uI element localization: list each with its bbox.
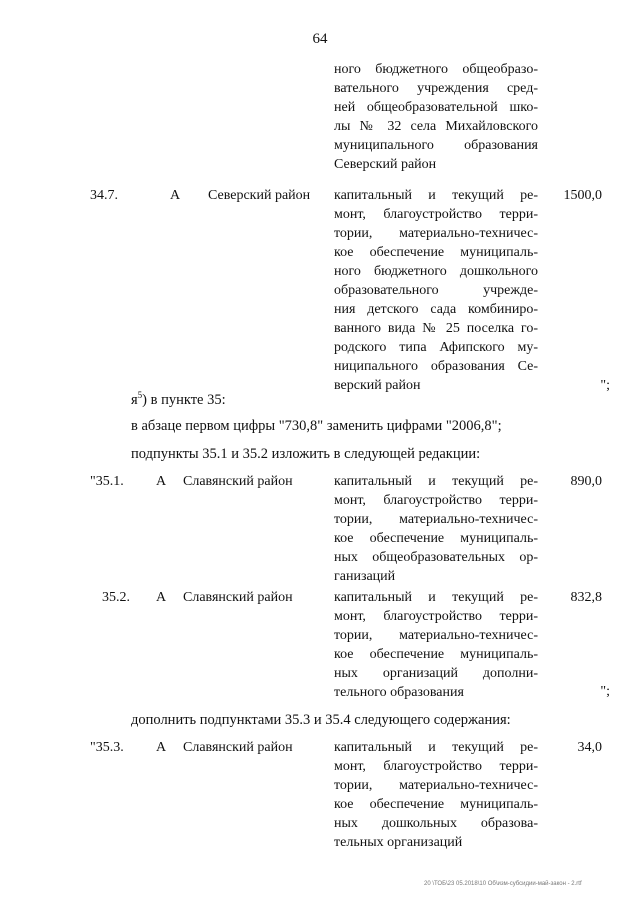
text-line: капитальный и текущий ре- (334, 590, 538, 605)
text-line: ного бюджетного общеобразо- (334, 62, 538, 77)
text-line: тории, материально-техничес- (334, 226, 538, 241)
ya-prefix: я (131, 392, 138, 408)
row-amount: 890,0 (570, 474, 602, 489)
row-amount: 832,8 (570, 590, 602, 605)
text-line: капитальный и текущий ре- (334, 740, 538, 755)
text-line: монт, благоустройство терри- (334, 207, 538, 222)
paragraph-replace: в абзаце первом цифры "730,8" заменить цифрами "2006,8"; (131, 418, 502, 434)
text-line: ней общеобразовательной шко- (334, 100, 538, 115)
text-line: ганизаций (334, 569, 396, 584)
text-line: монт, благоустройство терри- (334, 609, 538, 624)
continuation-description (334, 60, 538, 174)
text-line: капитальный и текущий ре- (334, 474, 538, 489)
closing-quote: "; (600, 684, 610, 699)
text-line: кое обеспечение муниципаль- (334, 531, 538, 546)
row-district: Славянский район (183, 740, 293, 755)
text-line: ния детского сада комбиниро- (334, 302, 538, 317)
row-number: 34.7. (90, 188, 118, 203)
text-line: тории, материально-техничес- (334, 512, 538, 527)
row-district: Северский район (208, 188, 311, 203)
row-amount: 1500,0 (563, 188, 602, 203)
paragraph-restate: подпункты 35.1 и 35.2 изложить в следующей редакции: (131, 446, 481, 462)
text-line: ниципального образования Се- (334, 359, 538, 374)
text-line: ных организаций дополни- (334, 666, 538, 681)
row-category: А (170, 188, 181, 203)
row-category: А (156, 740, 167, 755)
text-line: кое обеспечение муниципаль- (334, 647, 538, 662)
text-line: кое обеспечение муниципаль- (334, 797, 538, 812)
row-description (334, 472, 538, 586)
text-line: монт, благоустройство терри- (334, 759, 538, 774)
text-line: ных дошкольных образова- (334, 816, 538, 831)
row-number: "35.3. (90, 740, 124, 755)
row-number: 35.2. (102, 590, 130, 605)
file-path-footer: 20 \ТОБ\23 05.2018\10 Об\изм-субсидии-май-закон - 2.rtf (424, 881, 582, 887)
footnote-superscript: 5 (137, 390, 143, 401)
row-category: А (156, 590, 167, 605)
text-line: муниципального образования (334, 138, 538, 153)
row-category: А (156, 474, 167, 489)
text-line: монт, благоустройство терри- (334, 493, 538, 508)
text-line: вательного учреждения сред- (334, 81, 538, 96)
text-line: тельных организаций (334, 835, 463, 850)
paragraph-add: дополнить подпунктами 35.3 и 35.4 следующего содержания: (131, 712, 511, 728)
row-description (334, 588, 538, 702)
page-number: 64 (312, 31, 328, 47)
text-line: образовательного учрежде- (334, 283, 538, 298)
row-amount: 34,0 (577, 740, 602, 755)
paragraph-ya (131, 392, 226, 409)
row-description (334, 738, 538, 852)
text-line: лы № 32 села Михайловского (334, 119, 538, 134)
text-line: верский район (334, 378, 421, 393)
text-line: Северский район (334, 157, 437, 172)
text-line: ванного вида № 25 поселка го- (334, 321, 538, 336)
ya-rest: ) в пункте 35: (142, 392, 226, 408)
row-description (334, 186, 538, 395)
closing-quote: "; (600, 378, 610, 393)
text-line: ных общеобразовательных ор- (334, 550, 538, 565)
row-number: "35.1. (90, 474, 124, 489)
row-district: Славянский район (183, 590, 293, 605)
text-line: родского типа Афипского му- (334, 340, 538, 355)
text-line: тории, материально-техничес- (334, 778, 538, 793)
text-line: тельного образования (334, 685, 464, 700)
text-line: капитальный и текущий ре- (334, 188, 538, 203)
text-line: ного бюджетного дошкольного (334, 264, 538, 279)
text-line: тории, материально-техничес- (334, 628, 538, 643)
text-line: кое обеспечение муниципаль- (334, 245, 538, 260)
row-district: Славянский район (183, 474, 293, 489)
